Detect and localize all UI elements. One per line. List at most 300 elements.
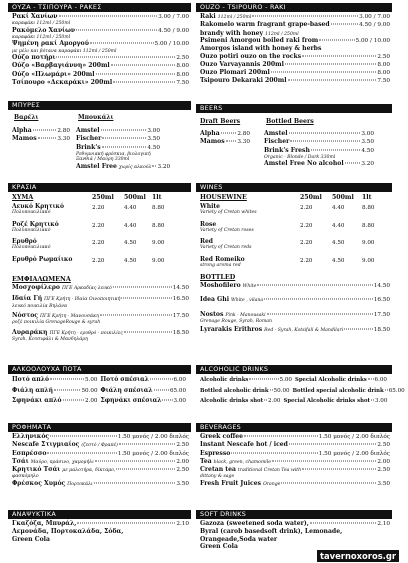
item-name: Κρητικό Τσάι (12, 466, 61, 474)
beer-subheaders (200, 114, 390, 124)
beer-gr-header: ΜΠΥΡΕΣ (8, 101, 191, 110)
alcohol-cell (200, 386, 293, 397)
alcohol-cell (200, 375, 295, 386)
menu-item (12, 62, 189, 70)
beer-gr-section (8, 101, 191, 179)
dot-leader (63, 400, 85, 401)
wine-name: Rose (200, 220, 217, 228)
wine-gr-section (8, 183, 191, 359)
soft-en-header: SOFT DRINKS (196, 510, 392, 519)
dot-leader (331, 24, 358, 25)
item-price: 1.50 μονός / 2.00 διπλός (318, 450, 390, 457)
house-wine-title: HOUSEWINE (200, 194, 247, 201)
wine-note: Πολυποικιλιακό (12, 227, 51, 233)
dot-leader (371, 400, 374, 401)
item-inline-note: White (242, 284, 257, 289)
volume-column-header: 500ml (332, 194, 354, 201)
item-name: Ιδαία Γή (12, 295, 43, 303)
menu-item (200, 13, 390, 21)
item-name: Greek coffee (200, 433, 244, 440)
item-inline-note: Pink - Manousaki (225, 312, 266, 318)
item-price: 1.50 μονός / 2.00 διπλός (117, 434, 189, 440)
wine-price: 4.40 (332, 205, 345, 211)
dot-leader (270, 389, 273, 390)
dot-leader (319, 40, 354, 41)
item-price: 4.50 (147, 144, 160, 151)
item-name: Amstel Free No alcohol (264, 160, 344, 168)
item-price: 50.00 (81, 387, 98, 394)
item-name: Ouzo potiri ouzo on the rocks (200, 52, 302, 60)
item-name: Psimeni Amorgou boiled raki from (200, 37, 319, 44)
alcohol-cell (12, 375, 101, 386)
item-name: Τσάι (12, 457, 29, 465)
wine-price: 2.20 (92, 240, 105, 246)
soft-gr-body (8, 519, 191, 543)
item-name: Lyrarakis Erithros (200, 326, 263, 334)
drinks-en-body (196, 432, 392, 488)
wine-price: 9.00 (362, 257, 375, 264)
item-note: με μέλι και βότανα καραφάκι 112ml / 250ml (12, 48, 117, 54)
dot-leader (264, 400, 267, 401)
bottled-beer-title: Μπουκάλι (78, 114, 114, 121)
menu-item (12, 520, 189, 528)
bottled-list (264, 130, 374, 169)
item-name: Fresh Fruit Juices (200, 479, 262, 487)
dot-leader (302, 469, 376, 470)
alcohol-gr-header: ΑΛΚΟΟΛΟΥΧΑ ΠΟΤΑ (8, 365, 191, 374)
wine-price: 9.00 (152, 240, 165, 246)
item-name: Espresso (200, 449, 231, 457)
dot-leader (271, 72, 376, 73)
house-wine-row (12, 203, 189, 221)
item-name: Mamos (200, 138, 225, 146)
house-wine-row (200, 238, 390, 256)
ouzo-en-header: OUZO - TSIPOURO - RAKI (196, 3, 392, 12)
beer-en-body (196, 113, 392, 184)
item-name: Σφηνάκι απλό (12, 397, 62, 404)
item-note: Syrah, Κοτσιφάλι & Μανδηλάρη (12, 337, 88, 342)
wine-note: Variety of Cretan roses (200, 227, 254, 233)
item-name: Ποτό σπέσιαλ (100, 376, 149, 383)
menu-item (12, 528, 189, 535)
wine-price: 2.20 (92, 222, 105, 229)
menu-item (12, 54, 189, 62)
item-price: 7.50 (176, 80, 189, 86)
menu-item (200, 61, 390, 69)
dot-leader (113, 82, 175, 83)
wine-price: 2.20 (300, 205, 313, 211)
item-name: Bottled special alcoholic drink (292, 387, 384, 394)
beer-en-header: BEERS (196, 104, 392, 113)
item-name: Raki (200, 13, 216, 20)
item-price: 3.00 (361, 131, 374, 137)
menu-item (200, 69, 390, 77)
item-inline-note: ΠΓΕ Κρήτη - Ιδαία Οινοποιητική (44, 297, 121, 303)
wine-grid-header (200, 193, 390, 203)
item-name: Amstel (264, 130, 288, 137)
item-price: 18.50 (172, 329, 189, 336)
item-price: 16.50 (373, 297, 390, 304)
item-inline-note: black, green, chamomile (213, 459, 271, 465)
menu-item (200, 528, 390, 535)
dot-leader (221, 133, 237, 134)
item-name: Ouzo Plomari 200ml (200, 69, 270, 77)
dot-leader (289, 133, 361, 134)
volume-column-header: 250ml (92, 194, 114, 201)
menu-item (200, 53, 390, 61)
wine-note: strong aroma red (200, 262, 241, 268)
dot-leader (102, 138, 146, 139)
dot-leader (368, 379, 374, 380)
item-price: 3.00 (374, 398, 388, 404)
item-inline-note: 112ml / 250ml (265, 31, 299, 37)
brinks-note: Ρεθυμνιακή φρέσκια, βιολογική Ξανθιά / Μαύρη 330ml (76, 151, 151, 163)
item-price: 17.50 (373, 311, 390, 318)
dot-leader (38, 138, 57, 139)
item-name: Γκαζόζα, Μπυράλ, (12, 520, 77, 527)
item-name: Φρέσκος Χυμός (12, 479, 66, 487)
item-price: 3.00 (173, 398, 186, 404)
alcohol-row (200, 396, 390, 407)
menu-item (12, 40, 189, 48)
item-name: Ούζο ποτήρι (12, 54, 56, 62)
item-inline-note: Red - Syrah, Kotsifali & Mandilari (264, 328, 344, 334)
house-wine-title: ΧΥΜΑ (12, 194, 34, 201)
item-name: Ούζο «Βαρβαγιάννη» 200ml (12, 62, 110, 70)
beer-lists (12, 127, 189, 189)
item-price: 2.10 (377, 521, 390, 527)
item-price: 65.00 (388, 387, 405, 394)
item-name: Moshofilero (200, 282, 241, 289)
item-name: Amorgos island with honey & herbs (200, 45, 322, 53)
item-name: Φιάλη απλή (12, 386, 53, 394)
dot-leader (272, 460, 376, 461)
item-price: 3.00 (147, 128, 160, 134)
alcohol-cell (101, 396, 190, 407)
wine-note: Variety of Cretan whites (200, 210, 257, 215)
alcohol-cell (101, 375, 190, 386)
item-name: Ouzo Varvayannis 200ml (200, 60, 284, 68)
item-name: Tsipouro Dekaraki 200ml (200, 77, 287, 85)
item-price: 2.80 (57, 128, 70, 134)
item-price: 2.00 (377, 458, 390, 465)
draft-list (12, 127, 70, 144)
dot-leader (281, 482, 376, 483)
item-name: Ούζο «Πλωμάρι» 200ml (12, 70, 95, 78)
menu-item (200, 21, 390, 29)
dot-leader (150, 379, 173, 380)
item-inline-note: Πορτοκάλι (67, 481, 93, 487)
ouzo-gr-body (8, 12, 191, 87)
wine-note: Variety of Cretan reds (200, 245, 252, 250)
draft-beer-title: Draft Beers (200, 118, 241, 125)
item-price: 2.10 (176, 521, 189, 527)
spacer (12, 342, 189, 345)
beer-subheaders (12, 111, 189, 121)
item-name: Bottled alcoholic drink (200, 387, 269, 394)
ouzo-en-body (196, 12, 392, 86)
menu-item (200, 138, 250, 146)
item-name: Ελληνικός (12, 433, 50, 440)
wine-name: Ερυθρό (12, 238, 37, 245)
menu-item (264, 147, 374, 155)
item-inline-note: χωρίς αλκοόλ (118, 164, 152, 170)
item-price: 3.30 (237, 139, 250, 146)
wine-en-section (196, 183, 392, 359)
menu-item (12, 433, 189, 441)
house-wine-row (12, 221, 189, 239)
item-price: 1.50 μονός / 2.00 διπλός (117, 450, 189, 457)
item-name: Ρακί Χανίων (12, 13, 58, 20)
spacer (200, 335, 390, 341)
item-price: 17.50 (172, 313, 189, 319)
item-price: 2.00 (268, 398, 281, 404)
item-price: 8.00 (377, 70, 390, 77)
english-column (196, 0, 405, 563)
item-price: 2.00 (176, 458, 189, 465)
item-price: 8.00 (377, 61, 390, 68)
item-name: Instant Nescafe hot / iced (200, 441, 288, 449)
item-inline-note: White , vilana (231, 298, 264, 304)
menu-item (12, 27, 189, 35)
wine-gr-header: ΚΡΑΣΙΑ (8, 183, 191, 192)
item-price: 6.00 (173, 377, 186, 383)
item-price: 4.50 / 9.00 (158, 27, 189, 34)
drinks-gr-body (8, 432, 191, 488)
dot-leader (119, 444, 175, 445)
item-name: Nescafe Στιγμιαίος (12, 441, 80, 449)
item-name: Amstel Free (76, 162, 117, 170)
volume-column-header: 500ml (124, 194, 146, 201)
ouzo-gr-header: ΟΥΖΑ - ΤΣΙΠΟΥΡΑ - ΡΑΚΕΣ (8, 3, 191, 12)
dot-leader (152, 165, 156, 166)
menu-item (12, 71, 189, 79)
wine-name: Λευκό Κρητικό (12, 203, 65, 210)
dot-leader (77, 523, 175, 524)
dot-leader (113, 287, 172, 288)
dot-leader (50, 436, 117, 437)
item-note: Grenage Rouge, Syrah, Roman (200, 318, 272, 324)
dot-leader (94, 482, 176, 483)
dot-leader (289, 444, 376, 445)
item-price: 2.50 (176, 55, 189, 62)
item-note: ροζέ ποικιλία GrenageRouge & syrah (12, 320, 101, 326)
greek-column (8, 0, 191, 563)
menu-item (76, 135, 160, 143)
item-price: 3.50 (147, 136, 160, 143)
menu-item (200, 536, 390, 543)
volume-column-header: 1lt (362, 194, 372, 201)
dot-leader (124, 331, 172, 332)
menu-item (200, 458, 390, 466)
item-price: 3.50 (361, 139, 374, 146)
item-price: 3.00 / 7.00 (158, 14, 189, 20)
item-inline-note: Orange (263, 481, 281, 487)
dot-leader (95, 460, 175, 461)
brinks-note: Organic - Blonde / Dark 330ml (264, 154, 336, 160)
ouzo-gr-section (8, 3, 191, 93)
item-name: Idea Ghi (200, 296, 230, 304)
wine-price: 4.50 (124, 257, 137, 264)
item-name: Brink's Fresh (264, 146, 310, 154)
wine-en-body (196, 192, 392, 341)
wine-price: 4.40 (332, 222, 345, 229)
dot-leader (267, 313, 373, 314)
item-name: Amstel (76, 127, 100, 134)
item-price: 2.00 (85, 398, 98, 404)
menu-item (200, 441, 390, 449)
menu-item (12, 329, 189, 337)
menu-item (200, 130, 250, 138)
item-inline-note: ΠΓΕ Αρκαδίας λευκό (61, 286, 112, 291)
menu-item (200, 77, 390, 85)
alcohol-row (12, 396, 189, 407)
item-price: 3.50 (176, 480, 189, 487)
alcohol-en-body (196, 374, 405, 407)
item-name: Special Alcoholic drinks (295, 377, 367, 383)
dot-leader (101, 130, 147, 131)
item-name: Green Cola (12, 535, 50, 543)
menu-item (12, 536, 189, 543)
item-inline-note: με μαλοτήρα, δίκταμο, (62, 468, 116, 474)
menu-item (12, 127, 70, 135)
menu-item (200, 433, 390, 441)
item-price: 8.00 (176, 63, 189, 70)
item-name: Alpha (200, 130, 220, 137)
item-price: 18.50 (373, 327, 390, 334)
dot-leader (59, 16, 158, 17)
item-price: 4.50 / 9.00 (359, 22, 390, 29)
item-name: Tea (200, 457, 212, 465)
menu-item (264, 138, 374, 146)
dot-leader (311, 149, 360, 150)
dot-leader (302, 55, 376, 56)
wine-price: 8.80 (152, 222, 165, 229)
wine-name: Red Romeiko (200, 255, 245, 263)
house-wine-row (200, 203, 390, 221)
item-price: 2.50 (377, 53, 390, 60)
wine-price: 2.20 (92, 205, 105, 211)
wine-note: Πολυποικιλιακό (12, 245, 51, 250)
dot-leader (33, 130, 57, 131)
item-price: 2.80 (237, 131, 250, 137)
item-name: Fischer (264, 138, 290, 146)
item-name: Special Alcoholic drinks shot (283, 398, 370, 404)
item-price: 50.00 (273, 387, 290, 394)
house-wine-row (200, 221, 390, 239)
alcohol-cell (101, 386, 190, 397)
item-name: Cretan tea (200, 466, 236, 474)
item-name: Μοσχοφίλερο (12, 284, 60, 291)
item-note: καραφάκι 112ml / 250ml (12, 35, 71, 40)
soft-en-body (196, 519, 392, 550)
dot-leader (47, 452, 116, 453)
wine-name: White (200, 203, 220, 210)
item-name: Green Cola (200, 542, 238, 550)
item-price: 65.00 (169, 387, 186, 394)
item-name: Τσίπουρο «Δεκαράκι» 200ml (12, 79, 113, 86)
dot-leader (100, 315, 172, 316)
item-note: φασκόμηλο (12, 474, 39, 480)
item-name: Mamos (12, 135, 37, 143)
drinks-en-header: BEVERAGES (196, 423, 392, 432)
item-name: Brink's (76, 143, 101, 151)
wine-note: Πολυποικιλιακό (12, 210, 51, 215)
wine-name: Red (200, 238, 213, 245)
item-name: Εσπρέσσο (12, 449, 47, 457)
dot-leader (90, 43, 154, 44)
dot-leader (345, 163, 361, 164)
item-price: 3.20 (157, 163, 171, 170)
wine-price: 9.00 (362, 240, 375, 246)
wine-price: 8.80 (362, 205, 375, 211)
dot-leader (50, 379, 84, 380)
wine-price: 9.00 (152, 257, 165, 264)
menu-item (76, 162, 171, 171)
amstel-free-row (264, 160, 374, 168)
menu-item (12, 295, 189, 303)
alcohol-cell (284, 396, 391, 407)
item-name: Ποτό απλό (12, 376, 50, 383)
wine-price: 8.80 (152, 205, 165, 211)
dot-leader (111, 65, 176, 66)
menu-item (200, 30, 390, 37)
item-price: 7.50 (377, 78, 390, 85)
drinks-gr-header: ΡΟΦΗΜΑΤΑ (8, 423, 191, 432)
item-name: Gazoza (sweetened soda water), (200, 520, 309, 527)
item-name: Fischer (76, 135, 102, 143)
dot-leader (162, 400, 172, 401)
alcohol-gr-section (8, 365, 191, 417)
dot-leader (96, 73, 176, 74)
alcohol-cell (12, 386, 101, 397)
alcohol-cell (293, 386, 408, 397)
item-inline-note: (ζεστό / Φραπέ) (81, 443, 118, 449)
bottled-beer-title: Bottled Beers (266, 118, 314, 125)
item-inline-note: ΠΓΕ Κρήτη - Μανουσάκη (40, 314, 99, 319)
dot-leader (310, 523, 376, 524)
menu-item (12, 480, 189, 488)
item-price: 14.50 (373, 283, 390, 289)
wine-price: 2.20 (300, 240, 313, 246)
item-name: Νόστος (12, 312, 39, 319)
item-name: Alcoholic drinks (200, 377, 249, 383)
alcohol-gr-body (8, 374, 191, 407)
item-price: 5.00 (279, 377, 292, 383)
alcohol-cell (200, 396, 284, 407)
item-price: 5.00 (85, 377, 98, 383)
dot-leader (285, 63, 376, 64)
item-price: 2.50 (176, 467, 189, 474)
wine-price: 2.20 (300, 222, 313, 229)
item-name: Ρακόμελο Χανίων (12, 26, 76, 34)
item-name: Orangeade,Soda water (200, 535, 278, 543)
item-price: 5.00 / 10.00 (154, 41, 189, 48)
dot-leader (264, 299, 373, 300)
menu-item (12, 135, 70, 143)
beer-gr-body (8, 110, 191, 189)
soft-gr-header: ΑΝΑΨΥΚΤΙΚΑ (8, 510, 191, 519)
menu-item (200, 326, 390, 334)
menu-item (12, 441, 189, 449)
item-inline-note: ΠΓΕ Κρήτη - ερυθρό - ποικιλίες (49, 330, 123, 336)
item-price: 2.50 (176, 442, 189, 449)
item-name: Σφηνάκι σπέσιαλ (100, 397, 162, 404)
volume-column-header: 1lt (152, 194, 162, 201)
alcohol-cell (295, 375, 390, 386)
menu-item (264, 130, 374, 138)
draft-beer-title: Βαρέλι (14, 114, 39, 121)
